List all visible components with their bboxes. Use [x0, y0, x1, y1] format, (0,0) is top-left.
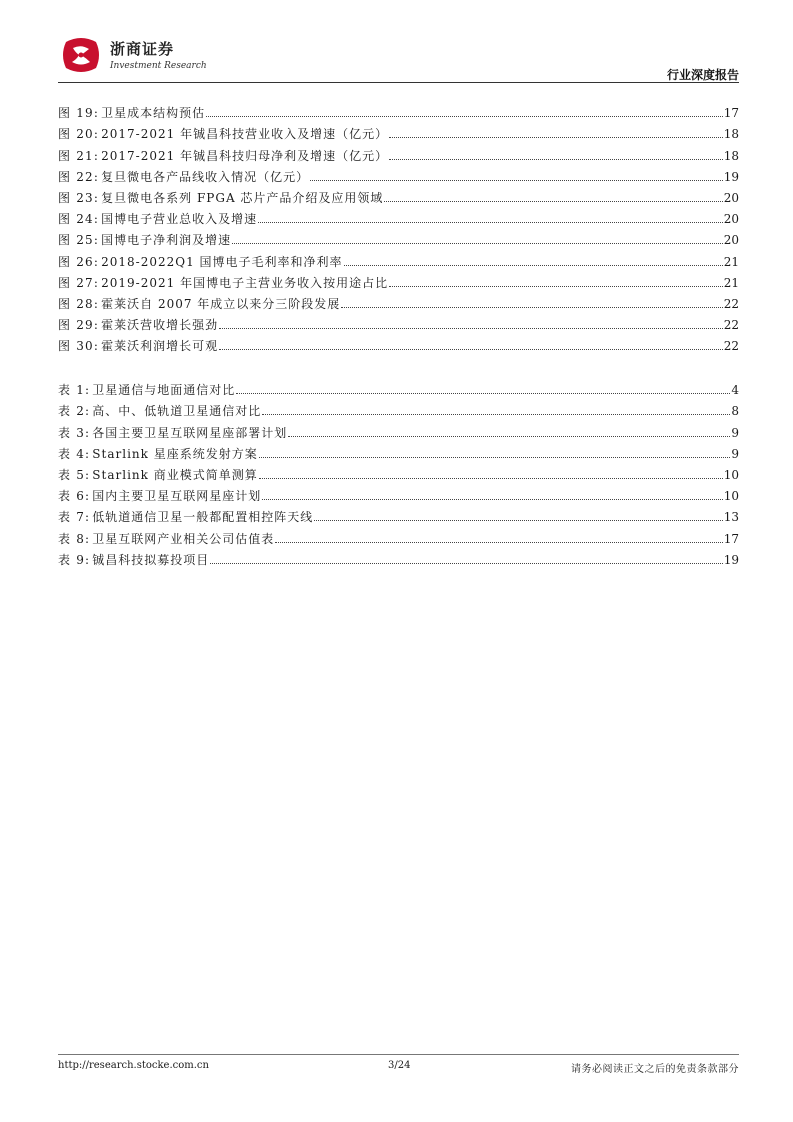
- toc-entry[interactable]: [58, 482, 739, 503]
- entry-label: 图 25:: [58, 233, 100, 248]
- entry-page: 19: [723, 169, 739, 184]
- dot-leader: [259, 478, 723, 479]
- toc-entry[interactable]: [58, 205, 739, 226]
- entry-title: 复旦微电各产品线收入情况（亿元）: [101, 169, 310, 184]
- entry-page: 20: [723, 233, 739, 248]
- entry-page: 20: [723, 212, 739, 227]
- entry-page: 21: [723, 275, 739, 290]
- entry-page: 17: [723, 106, 739, 121]
- entry-title: 2017-2021 年铖昌科技营业收入及增速（亿元）: [101, 127, 389, 142]
- entry-page: 18: [723, 127, 739, 142]
- entry-label: 图 20:: [58, 127, 100, 142]
- toc-entry[interactable]: [58, 163, 739, 184]
- dot-leader: [275, 542, 722, 543]
- entry-page: 13: [723, 510, 739, 525]
- toc-entry[interactable]: [58, 290, 739, 311]
- entry-title: 卫星通信与地面通信对比: [92, 383, 236, 398]
- entry-page: 17: [723, 531, 739, 546]
- entry-title: 铖昌科技拟募投项目: [92, 552, 210, 567]
- entry-title: Starlink 商业模式简单测算: [92, 467, 258, 482]
- entry-page: 22: [723, 318, 739, 333]
- logo-mark-icon: [60, 36, 102, 74]
- entry-title: 复旦微电各系列 FPGA 芯片产品介绍及应用领域: [101, 190, 384, 205]
- toc-entry[interactable]: [58, 226, 739, 247]
- dot-leader: [341, 307, 722, 308]
- toc-entry[interactable]: [58, 269, 739, 290]
- toc-entry[interactable]: [58, 440, 739, 461]
- entry-label: 图 30:: [58, 339, 100, 354]
- entry-label: 图 24:: [58, 212, 100, 227]
- entry-title: 各国主要卫星互联网星座部署计划: [92, 425, 288, 440]
- disclaimer-note: 请务必阅读正文之后的免责条款部分: [571, 1064, 739, 1075]
- toc-entry[interactable]: [58, 332, 739, 353]
- footer-divider: [58, 1054, 739, 1055]
- entry-title: 2018-2022Q1 国博电子毛利率和净利率: [101, 254, 343, 269]
- dot-leader: [389, 137, 723, 138]
- dot-leader: [232, 243, 723, 244]
- entry-page: 19: [723, 552, 739, 567]
- toc-entry[interactable]: [58, 141, 739, 162]
- dot-leader: [236, 393, 730, 394]
- dot-leader: [310, 180, 723, 181]
- entry-page: 9: [731, 425, 739, 440]
- dot-leader: [384, 201, 722, 202]
- dot-leader: [219, 328, 723, 329]
- entry-title: 卫星互联网产业相关公司估值表: [92, 531, 275, 546]
- entry-label: 表 2:: [58, 404, 91, 419]
- toc-entry[interactable]: [58, 546, 739, 567]
- entry-page: 9: [731, 446, 739, 461]
- company-logo: [58, 34, 228, 78]
- toc-entry[interactable]: [58, 311, 739, 332]
- entry-label: 图 21:: [58, 148, 100, 163]
- toc-entry[interactable]: [58, 376, 739, 397]
- entry-label: 图 27:: [58, 275, 100, 290]
- dot-leader: [262, 414, 730, 415]
- entry-label: 表 5:: [58, 467, 91, 482]
- footer-website-link[interactable]: http://research.stocke.com.cn: [58, 1060, 209, 1071]
- header-divider: [58, 82, 739, 83]
- table-list: [58, 376, 739, 567]
- entry-label: 图 26:: [58, 254, 100, 269]
- entry-label: 表 9:: [58, 552, 91, 567]
- dot-leader: [210, 563, 722, 564]
- dot-leader: [262, 499, 722, 500]
- entry-page: 21: [723, 254, 739, 269]
- toc-entry[interactable]: [58, 503, 739, 524]
- entry-label: 表 7:: [58, 510, 91, 525]
- entry-page: 22: [723, 339, 739, 354]
- entry-title: 2019-2021 年国博电子主营业务收入按用途占比: [101, 275, 389, 290]
- entry-label: 表 3:: [58, 425, 91, 440]
- report-type-label: 行业深度报告: [666, 68, 739, 82]
- entry-label: 图 22:: [58, 169, 100, 184]
- entry-title: 霍莱沃利润增长可观: [101, 339, 219, 354]
- dot-leader: [288, 436, 730, 437]
- entry-title: 霍莱沃自 2007 年成立以来分三阶段发展: [101, 296, 341, 311]
- dot-leader: [259, 457, 731, 458]
- entry-title: 高、中、低轨道卫星通信对比: [92, 404, 262, 419]
- logo-english-name: Investment Research: [110, 61, 207, 71]
- logo-chinese-name: 浙商证券: [110, 40, 175, 58]
- entry-title: 低轨道通信卫星一般都配置相控阵天线: [92, 510, 314, 525]
- entry-label: 表 6:: [58, 489, 91, 504]
- entry-label: 图 23:: [58, 190, 100, 205]
- toc-entry[interactable]: [58, 397, 739, 418]
- entry-page: 20: [723, 190, 739, 205]
- entry-page: 4: [731, 383, 739, 398]
- page-footer: [58, 1060, 739, 1076]
- entry-page: 18: [723, 148, 739, 163]
- figure-list: [58, 99, 739, 353]
- entry-title: 2017-2021 年铖昌科技归母净利及增速（亿元）: [101, 148, 389, 163]
- entry-label: 表 1:: [58, 383, 91, 398]
- entry-page: 22: [723, 296, 739, 311]
- dot-leader: [219, 349, 723, 350]
- entry-page: 8: [731, 404, 739, 419]
- dot-leader: [389, 159, 723, 160]
- toc-entry[interactable]: [58, 120, 739, 141]
- entry-title: 国内主要卫星互联网星座计划: [92, 489, 262, 504]
- entry-label: 图 28:: [58, 296, 100, 311]
- dot-leader: [314, 520, 722, 521]
- entry-title: 霍莱沃营收增长强劲: [101, 318, 219, 333]
- dot-leader: [258, 222, 723, 223]
- entry-label: 图 19:: [58, 106, 100, 121]
- toc-entry[interactable]: [58, 99, 739, 120]
- entry-page: 10: [723, 489, 739, 504]
- entry-label: 图 29:: [58, 318, 100, 333]
- toc-entry[interactable]: [58, 418, 739, 439]
- page-number: 3/24: [388, 1060, 411, 1071]
- toc-entry[interactable]: [58, 461, 739, 482]
- entry-label: 表 4:: [58, 446, 91, 461]
- entry-title: 国博电子营业总收入及增速: [101, 212, 258, 227]
- entry-title: Starlink 星座系统发射方案: [92, 446, 258, 461]
- dot-leader: [206, 116, 723, 117]
- toc-entry[interactable]: [58, 184, 739, 205]
- dot-leader: [389, 286, 723, 287]
- toc-entry[interactable]: [58, 524, 739, 545]
- page-header: [58, 34, 739, 84]
- toc-entry[interactable]: [58, 247, 739, 268]
- dot-leader: [344, 265, 723, 266]
- entry-page: 10: [723, 467, 739, 482]
- entry-title: 卫星成本结构预估: [101, 106, 206, 121]
- entry-label: 表 8:: [58, 531, 91, 546]
- entry-title: 国博电子净利润及增速: [101, 233, 232, 248]
